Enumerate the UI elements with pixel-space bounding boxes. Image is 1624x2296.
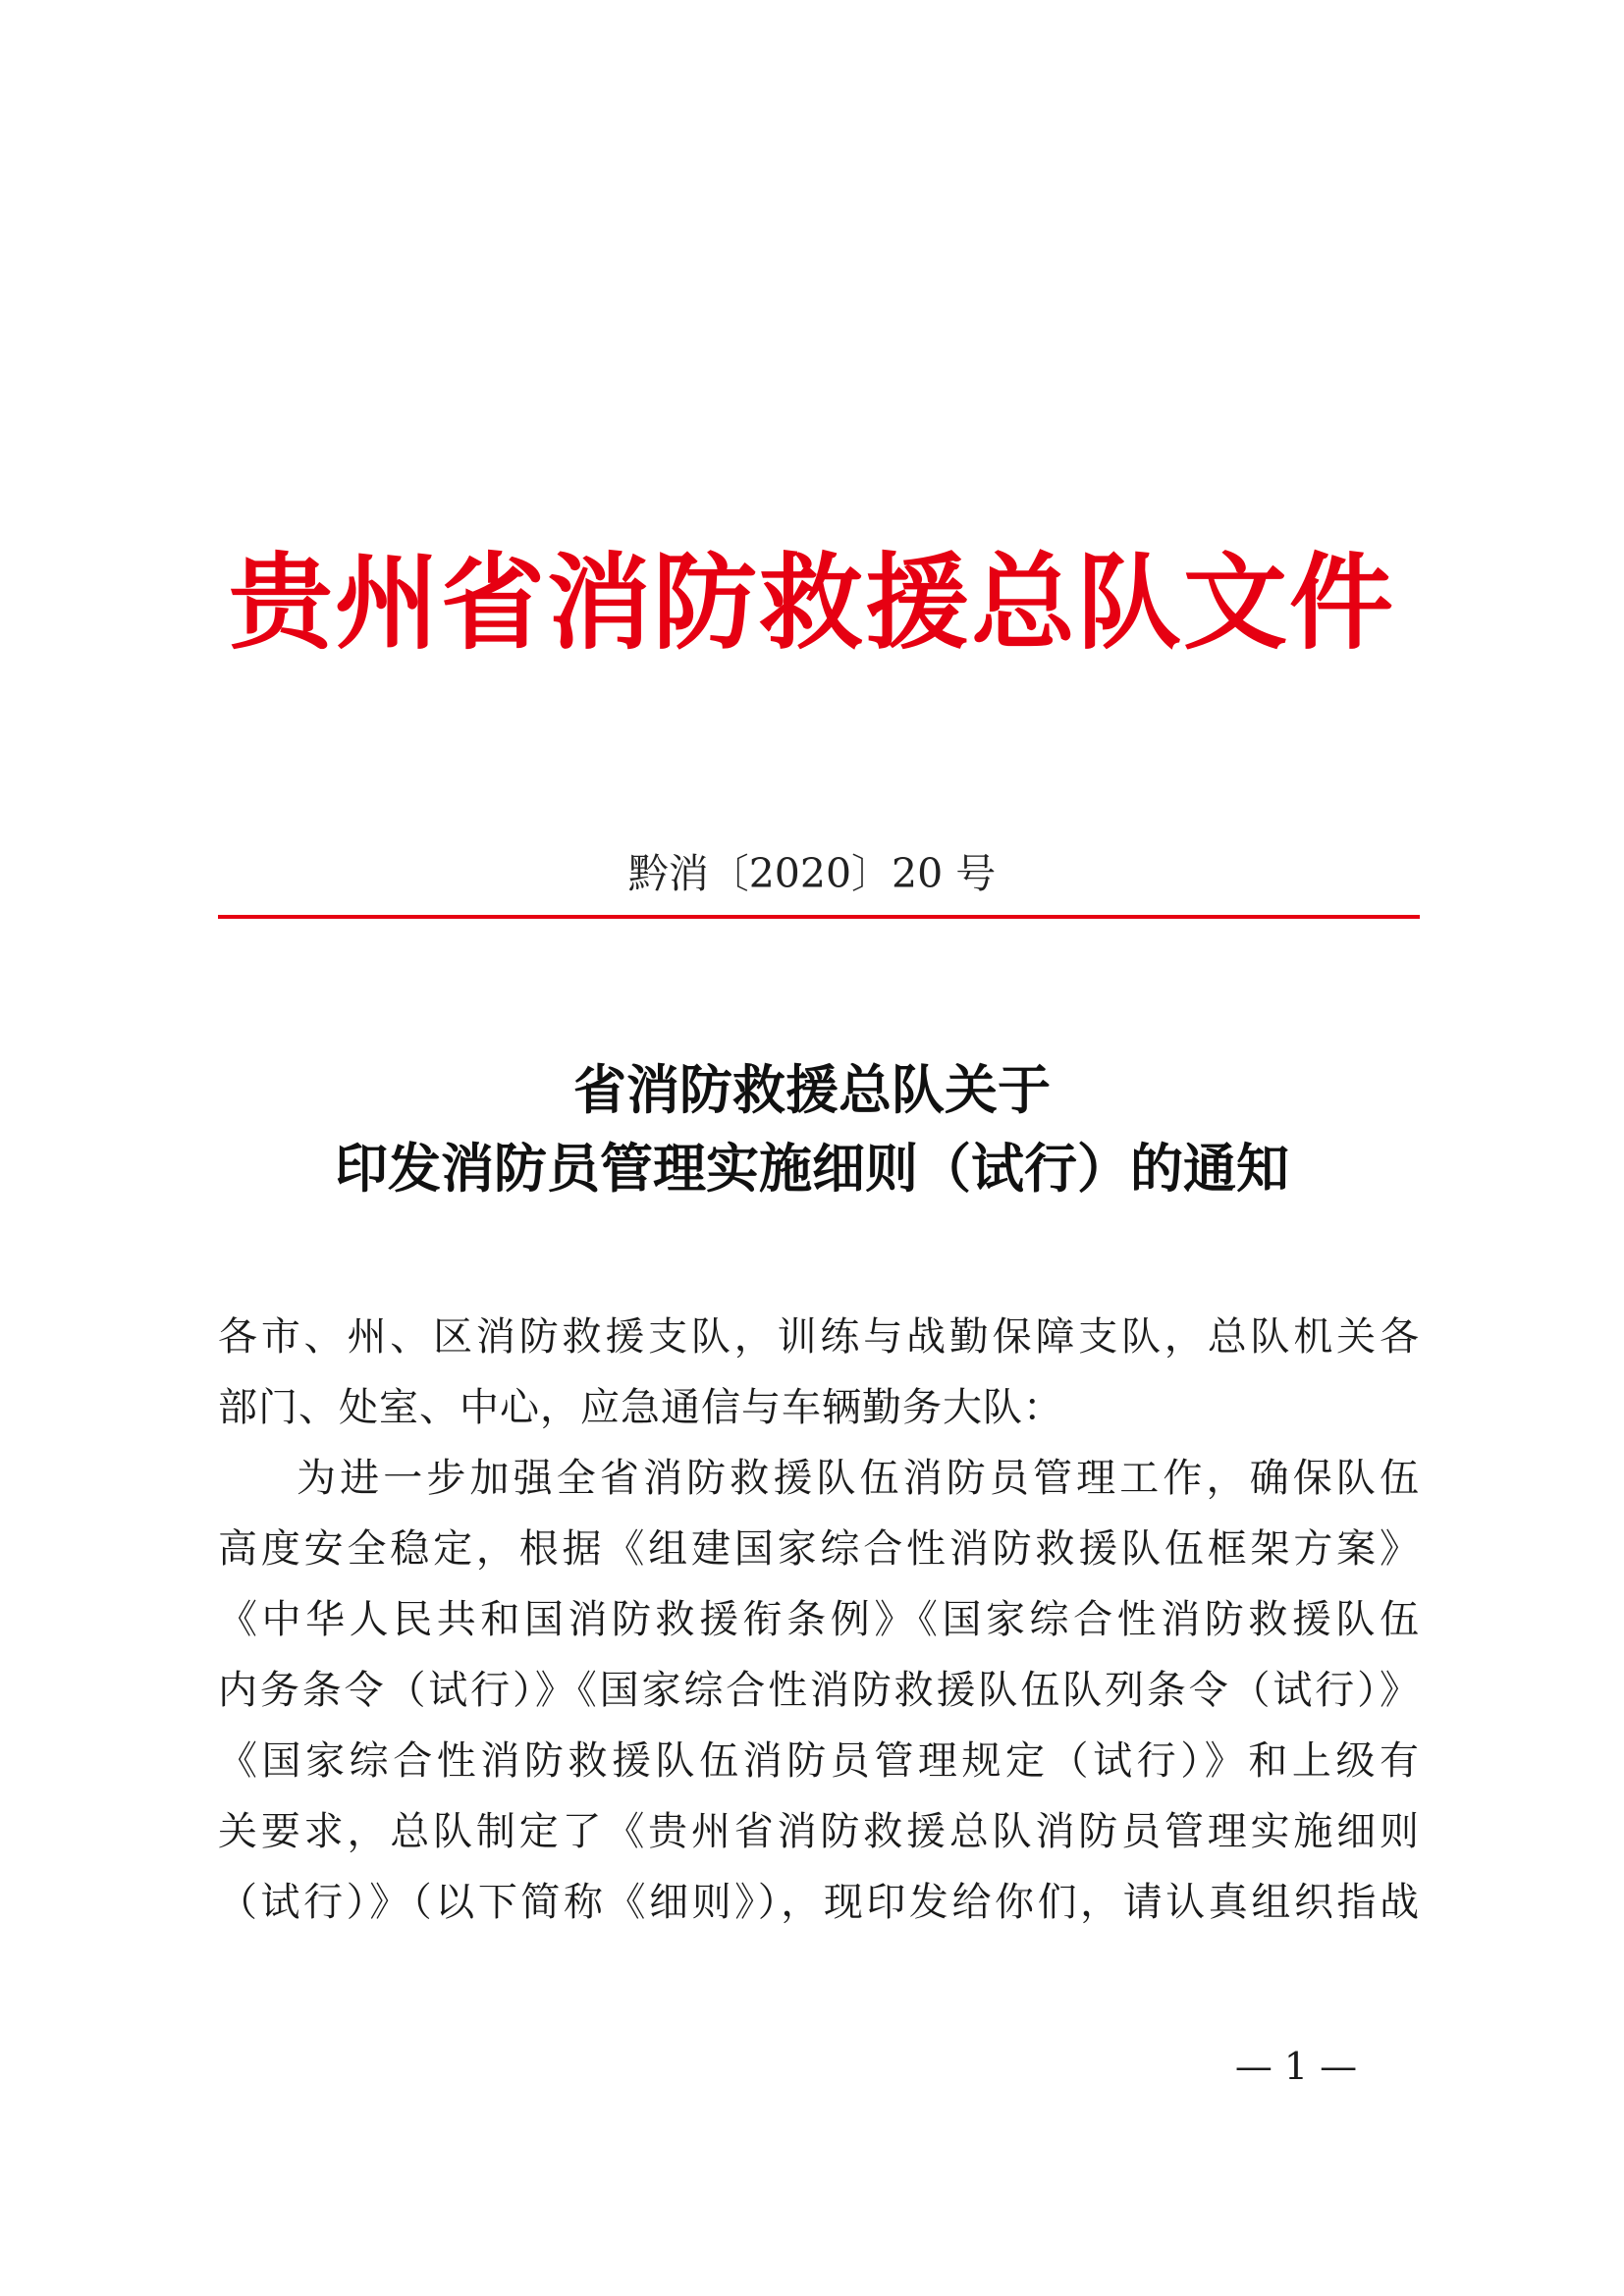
red-divider	[218, 915, 1420, 919]
body-line: 各市、州、区消防救援支队，训练与战勤保障支队，总队机关各	[218, 1314, 1420, 1360]
body-line: 《国家综合性消防救援队伍消防员管理规定（试行）》和上级有	[218, 1738, 1420, 1784]
body-line: 为进一步加强全省消防救援队伍消防员管理工作，确保队伍	[297, 1456, 1420, 1501]
title-line-1: 省消防救援总队关于	[573, 1058, 1051, 1121]
document-number: 黔消〔2020〕20 号	[627, 850, 997, 897]
page-number: — 1 —	[1234, 2045, 1358, 2088]
document-masthead: 贵州省消防救援总队文件	[229, 543, 1395, 664]
body-line: 关要求，总队制定了《贵州省消防救援总队消防员管理实施细则	[218, 1809, 1420, 1854]
document-body	[218, 1302, 1420, 1938]
body-line: 部门、处室、中心，应急通信与车辆勤务大队：	[218, 1385, 1063, 1430]
title-line-2: 印发消防员管理实施细则（试行）的通知	[335, 1137, 1289, 1200]
body-line: 内务条令（试行）》《国家综合性消防救援队伍队列条令（试行）》	[218, 1668, 1420, 1713]
body-line: （试行）》（以下简称《细则》），现印发给你们，请认真组织指战	[218, 1880, 1420, 1925]
document-title	[0, 1050, 1624, 1207]
body-line: 《中华人民共和国消防救援衔条例》《国家综合性消防救援队伍	[218, 1597, 1420, 1642]
body-line: 高度安全稳定，根据《组建国家综合性消防救援队伍框架方案》	[218, 1526, 1420, 1572]
